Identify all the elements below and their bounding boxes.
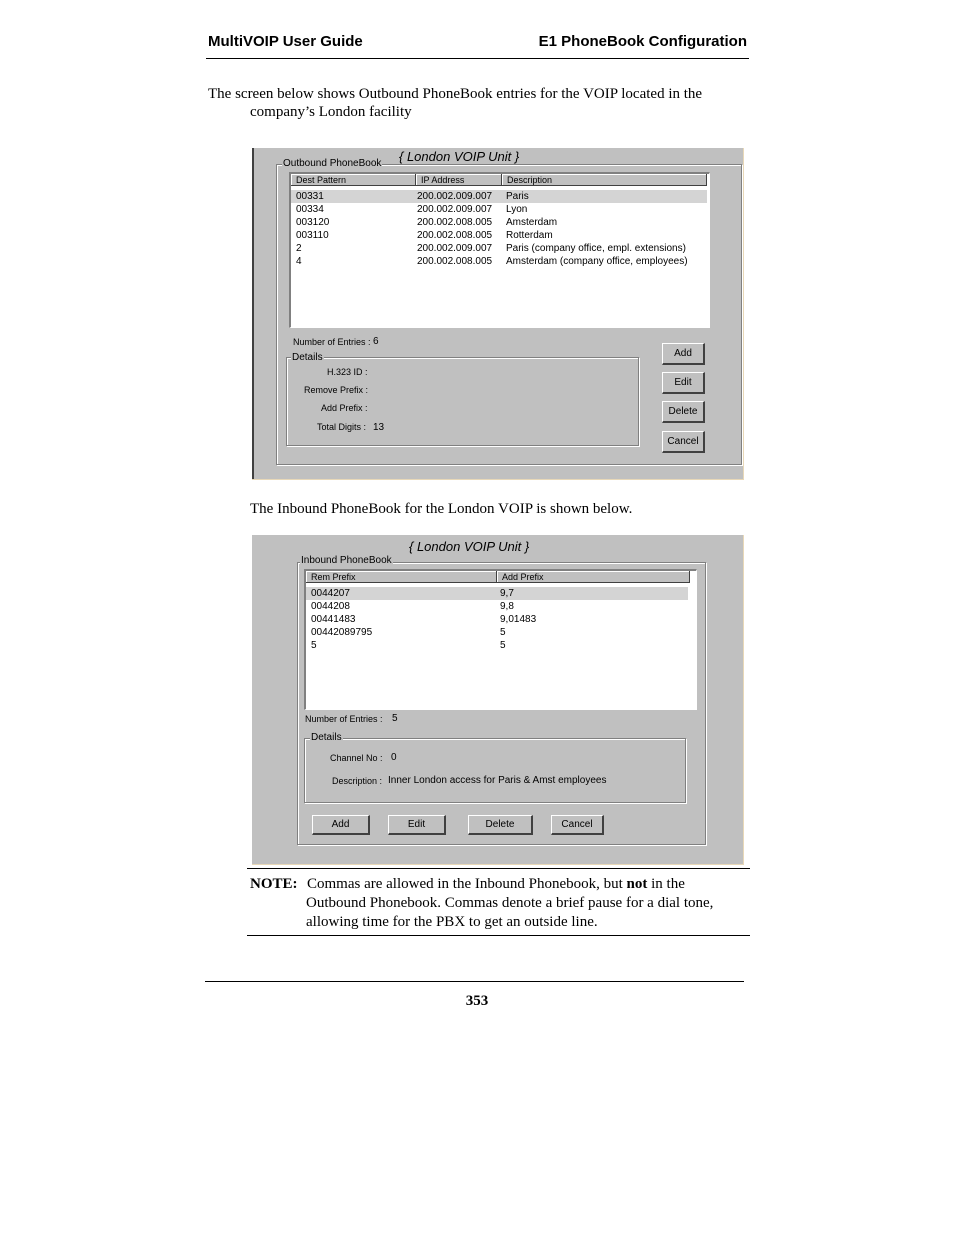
add-prefix-label: Add Prefix : (321, 403, 368, 413)
column-header-description[interactable]: Description (502, 174, 707, 186)
delete-button[interactable]: Delete (468, 815, 533, 835)
description-cell: Paris (506, 191, 529, 202)
description-cell: Rotterdam (506, 230, 553, 241)
inbound-row[interactable] (306, 626, 694, 639)
ip-address-cell: 200.002.009.007 (417, 243, 493, 254)
description-cell: Amsterdam (506, 217, 558, 228)
channel-no-value: 0 (391, 752, 397, 763)
inbound-group-label: Inbound PhoneBook (301, 555, 392, 566)
details-label: Details (311, 732, 342, 743)
note-line-1 (307, 875, 685, 893)
outbound-row[interactable] (291, 216, 707, 229)
note-line-2: Outbound Phonebook. Commas denote a brief pause for a dial tone, (306, 895, 714, 911)
outbound-row[interactable] (291, 190, 707, 203)
rem-prefix-cell: 0044208 (311, 601, 350, 612)
description-cell: Paris (company office, empl. extensions) (506, 243, 686, 254)
description-label: Description : (332, 776, 383, 786)
details-label: Details (292, 352, 323, 363)
ip-address-cell: 200.002.008.005 (417, 256, 493, 267)
dest-pattern-cell: 2 (296, 243, 302, 254)
outbound-entries-list[interactable] (289, 172, 710, 328)
rem-prefix-cell: 00442089795 (311, 627, 373, 638)
h323-id-label: H.323 ID : (327, 367, 368, 377)
total-digits-label: Total Digits : (317, 422, 367, 432)
inbound-unit-title: { London VOIP Unit } (409, 539, 530, 554)
number-of-entries-value: 6 (373, 336, 379, 347)
outbound-row[interactable] (291, 242, 707, 255)
rem-prefix-cell: 0044207 (311, 588, 350, 599)
add-button[interactable]: Add (662, 343, 705, 365)
add-prefix-cell: 5 (500, 640, 506, 651)
page-number: 353 (465, 993, 489, 1009)
inbound-phonebook-screenshot (252, 535, 744, 865)
add-prefix-cell: 5 (500, 627, 506, 638)
outbound-row[interactable] (291, 229, 707, 242)
inbound-row[interactable] (306, 613, 694, 626)
ip-address-cell: 200.002.008.005 (417, 230, 493, 241)
column-header-rem-prefix[interactable]: Rem Prefix (306, 571, 497, 583)
add-button[interactable]: Add (312, 815, 370, 835)
outbound-group-label: Outbound PhoneBook (283, 158, 382, 169)
column-header-add-prefix[interactable]: Add Prefix (497, 571, 690, 583)
ip-address-cell: 200.002.008.005 (417, 217, 493, 228)
outbound-row[interactable] (291, 203, 707, 216)
remove-prefix-label: Remove Prefix : (304, 385, 369, 395)
dest-pattern-cell: 00331 (296, 191, 324, 202)
inbound-caption: The Inbound PhoneBook for the London VOIP is shown below. (250, 501, 633, 517)
inbound-details-group (304, 738, 686, 803)
dest-pattern-cell: 003110 (296, 230, 329, 241)
channel-no-label: Channel No : (330, 753, 383, 763)
rem-prefix-cell: 00441483 (311, 614, 356, 625)
inbound-row[interactable] (306, 587, 688, 600)
edit-button[interactable]: Edit (388, 815, 446, 835)
dest-pattern-cell: 003120 (296, 217, 330, 228)
edit-button[interactable]: Edit (662, 372, 705, 394)
rem-prefix-cell: 5 (311, 640, 317, 651)
description-cell: Lyon (506, 204, 528, 215)
note-bottom-rule (247, 935, 750, 936)
note-line-1-end: in the (647, 876, 685, 892)
add-prefix-cell: 9,01483 (500, 614, 537, 625)
cancel-button[interactable]: Cancel (662, 431, 705, 453)
add-prefix-cell: 9,8 (500, 601, 514, 612)
cancel-button[interactable]: Cancel (551, 815, 604, 835)
intro-line-2: company’s London facility (250, 104, 412, 120)
inbound-entries-list[interactable] (304, 569, 697, 710)
note-top-rule (247, 868, 750, 869)
column-header-ip-address[interactable]: IP Address (416, 174, 502, 186)
dest-pattern-cell: 4 (296, 256, 302, 267)
outbound-phonebook-screenshot (252, 148, 744, 480)
intro-line-1: The screen below shows Outbound PhoneBook entries for the VOIP located in the (208, 86, 703, 102)
footer-rule (205, 981, 744, 982)
description-value: Inner London access for Paris & Amst employees (388, 775, 607, 786)
ip-address-cell: 200.002.009.007 (417, 204, 493, 215)
total-digits-value: 13 (373, 422, 385, 433)
delete-button[interactable]: Delete (662, 401, 705, 423)
dest-pattern-cell: 00334 (296, 204, 324, 215)
description-cell: Amsterdam (company office, employees) (506, 256, 688, 267)
number-of-entries-value: 5 (392, 713, 398, 724)
ip-address-cell: 200.002.009.007 (417, 191, 493, 202)
add-prefix-cell: 9,7 (500, 588, 514, 599)
note-emphasis: not (626, 876, 648, 892)
guide-title: MultiVOIP User Guide (208, 33, 363, 50)
note-line-3: allowing time for the PBX to get an outside line. (306, 914, 598, 930)
outbound-row[interactable] (291, 255, 707, 268)
note-label: NOTE: (250, 876, 298, 892)
number-of-entries-label: Number of Entries : (293, 337, 371, 347)
number-of-entries-label: Number of Entries : (305, 714, 383, 724)
header-rule (206, 58, 749, 59)
note-line-1-start: Commas are allowed in the Inbound Phonebook, but (307, 876, 627, 892)
section-title: E1 PhoneBook Configuration (538, 33, 747, 50)
column-header-dest-pattern[interactable]: Dest Pattern (291, 174, 416, 186)
inbound-row[interactable] (306, 600, 694, 613)
inbound-row[interactable] (306, 639, 694, 652)
outbound-unit-title: { London VOIP Unit } (399, 149, 520, 164)
